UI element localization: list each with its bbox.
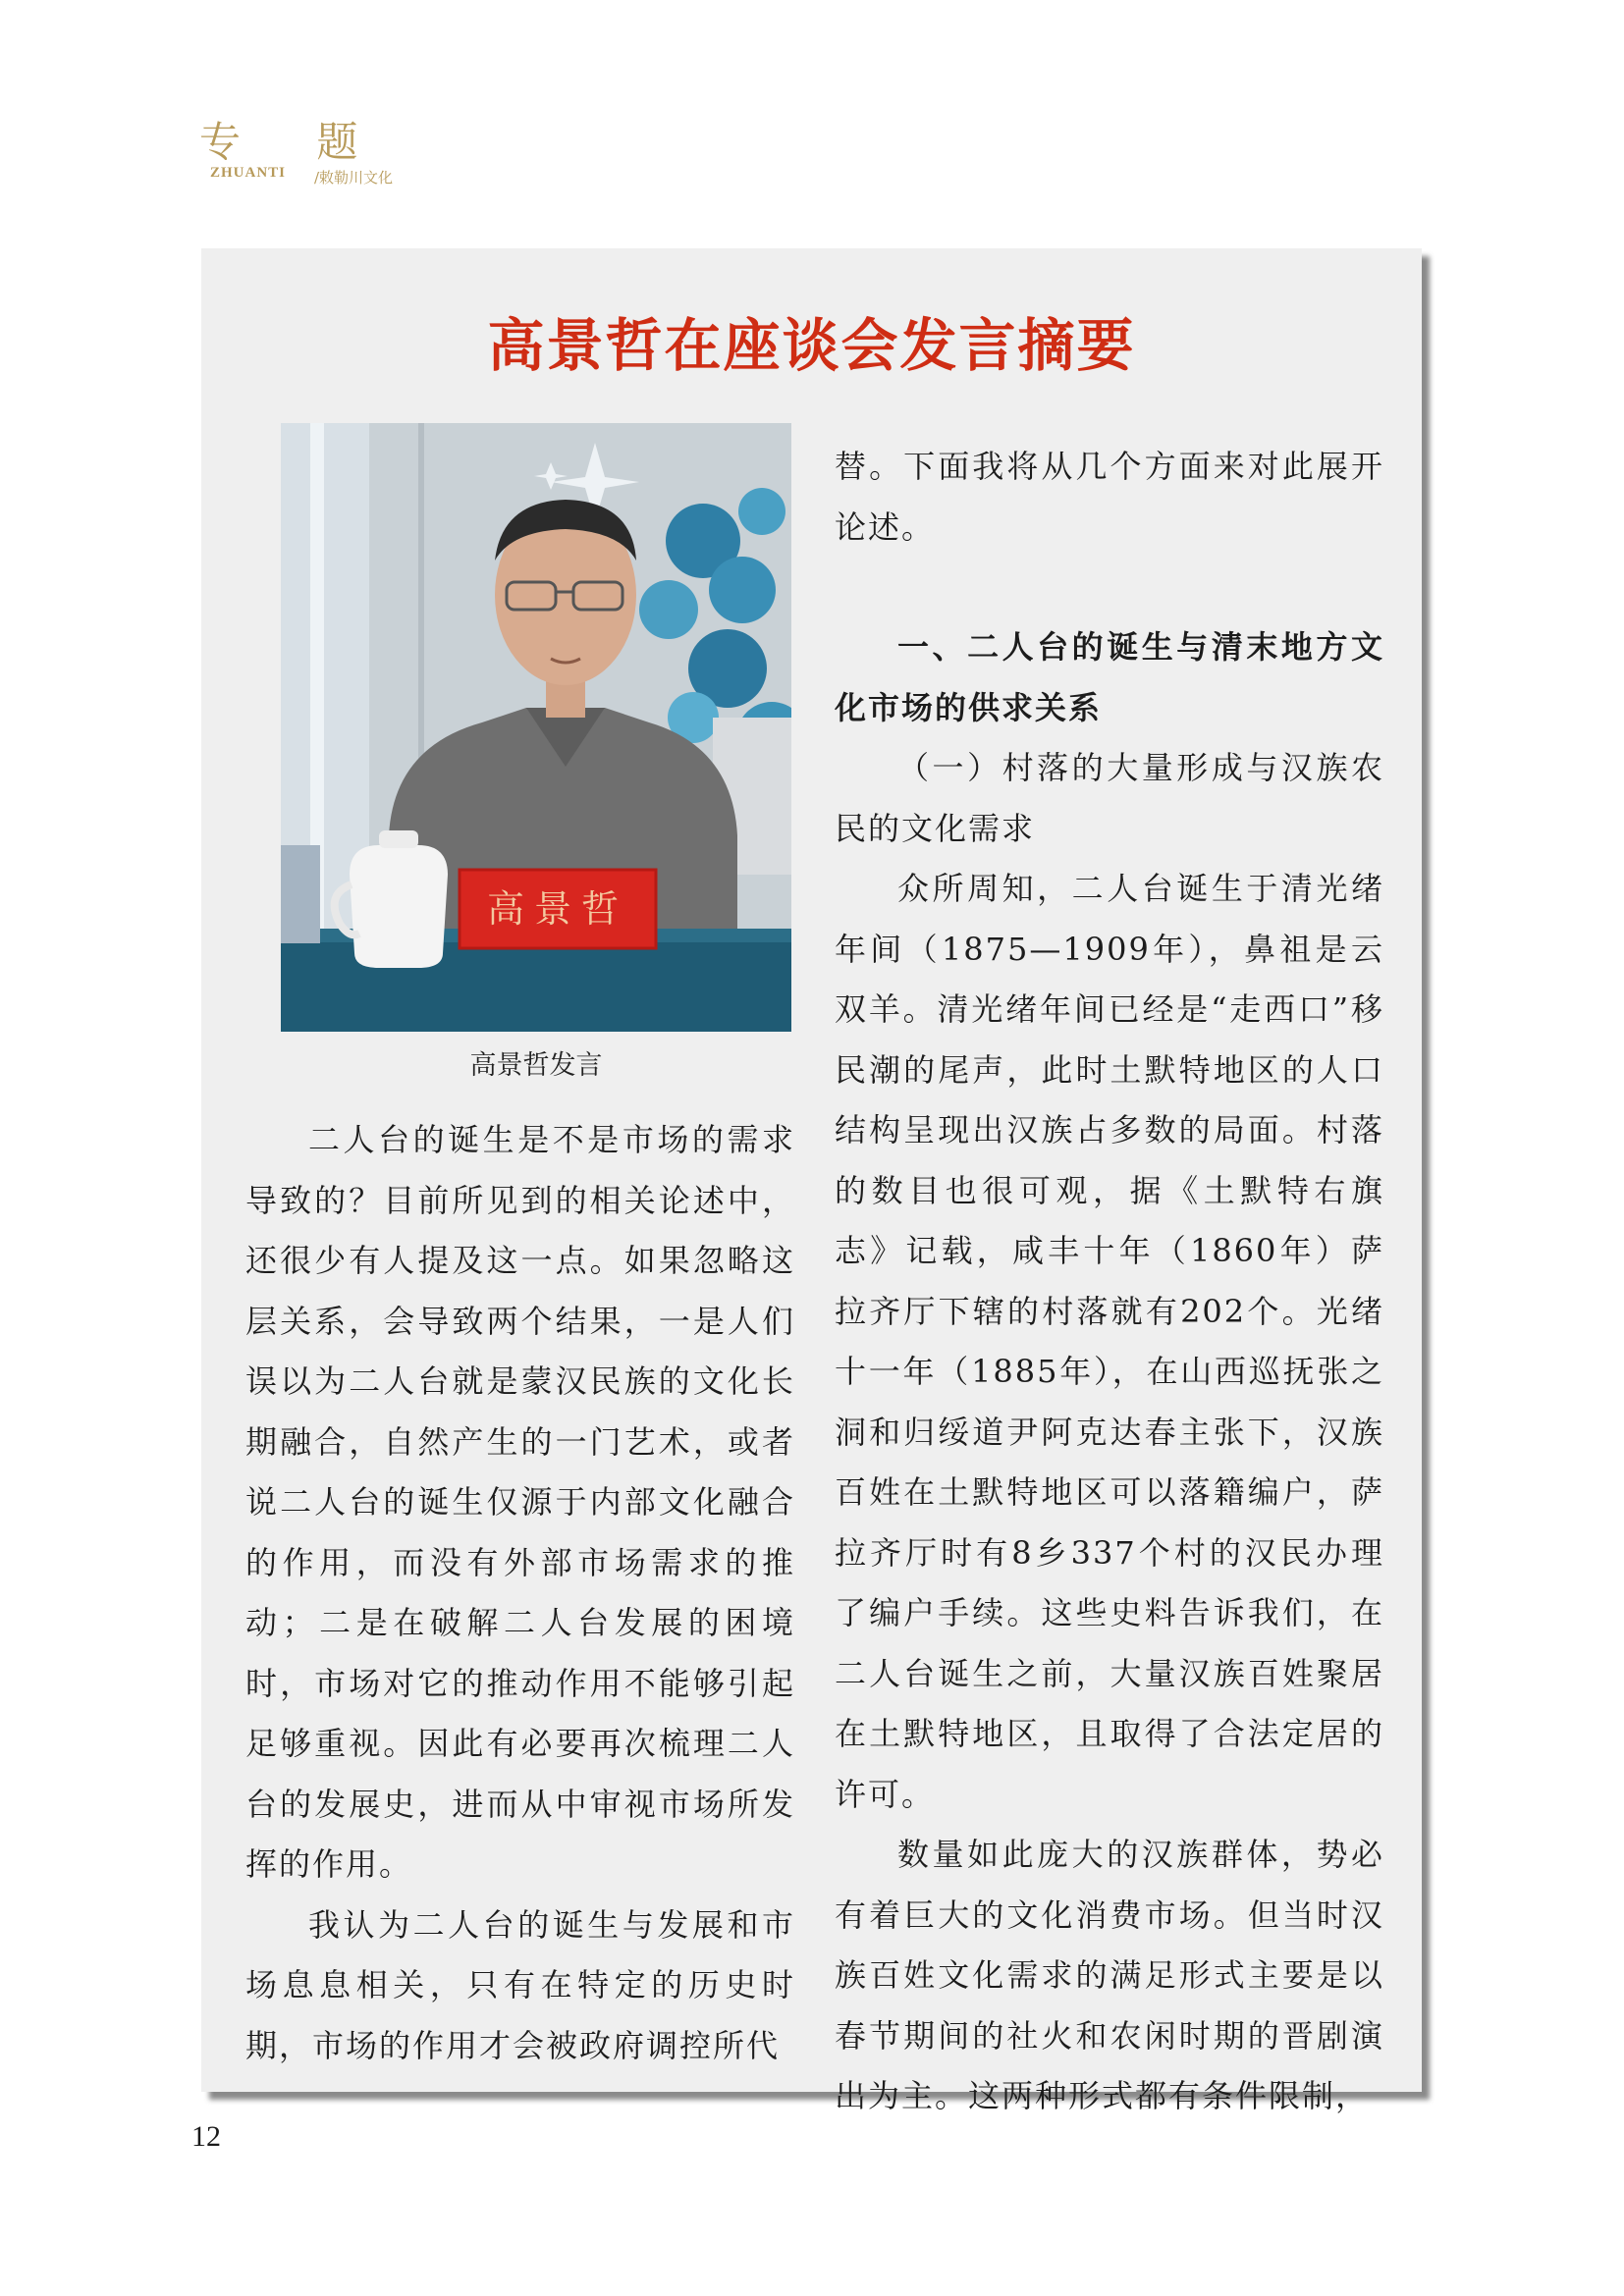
- speaker-photo: [281, 423, 791, 1032]
- paragraph-continuation: 替。下面我将从几个方面来对此展开论述。: [835, 448, 1384, 546]
- section-title: 专 题: [199, 118, 390, 166]
- right-column: [835, 437, 1384, 2127]
- photo-caption: 高景哲发言: [469, 1050, 603, 1081]
- section-english-label: ZHUANTI: [210, 165, 287, 181]
- article-panel: [201, 248, 1422, 2114]
- page-number: 12: [191, 2120, 221, 2153]
- paragraph: 二人台的诞生是不是市场的需求导致的？目前所见到的相关论述中，还很少有人提及这一点。如果忽略这层关系，会导致两个结果，一是人们误以为二人台就是蒙汉民族的文化长期融合，自然产生的一门艺术，或者说二人台的诞生仅源于内部文化融合的作用，而没有外部市场需求的推动；二是在破解二人台发展的困境时，市场对它的推动作用不能够引起足够重视。因此有必要再次梳理二人台的发展史，进而从中审视市场所发挥的作用。: [245, 1121, 795, 1883]
- paragraph: 众所周知，二人台诞生于清光绪年间（1875—1909年），鼻祖是云双羊。清光绪年间已经是“走西口”移民潮的尾声，此时土默特地区的人口结构呈现出汉族占多数的局面。村落的数目也很可观，据《土默特右旗志》记载，咸丰十年（1860年）萨拉齐厅下辖的村落就有202个。光绪十一年（1885年），在山西巡抚张之洞和归绥道尹阿克达春主张下，汉族百姓在土默特地区可以落籍编户，萨拉齐厅时有8乡337个村的汉民办理了编户手续。这些史料告诉我们，在二人台诞生之前，大量汉族百姓聚居在土默特地区，且取得了合法定居的许可。: [835, 870, 1384, 1813]
- section-heading: 一、二人台的诞生与清末地方文化市场的供求关系: [835, 628, 1384, 726]
- paragraph: 数量如此庞大的汉族群体，势必有着巨大的文化消费市场。但当时汉族百姓文化需求的满足形式主要是以春节期间的社火和农闲时期的晋剧演出为主。这两种形式都有条件限制，: [835, 1836, 1384, 2114]
- nameplate-text: 高景哲: [486, 887, 629, 931]
- section-subtitle: /敕勒川文化: [314, 169, 394, 187]
- subsection-heading: （一）村落的大量形成与汉族农民的文化需求: [835, 749, 1384, 847]
- paragraph: 我认为二人台的诞生与发展和市场息息相关，只有在特定的历史时期，市场的作用才会被政府调控所代: [245, 1905, 795, 2064]
- article-title: 高景哲在座谈会发言摘要: [487, 312, 1136, 379]
- speaker-photo-illustration: [281, 423, 791, 1032]
- left-column: [245, 1110, 795, 2076]
